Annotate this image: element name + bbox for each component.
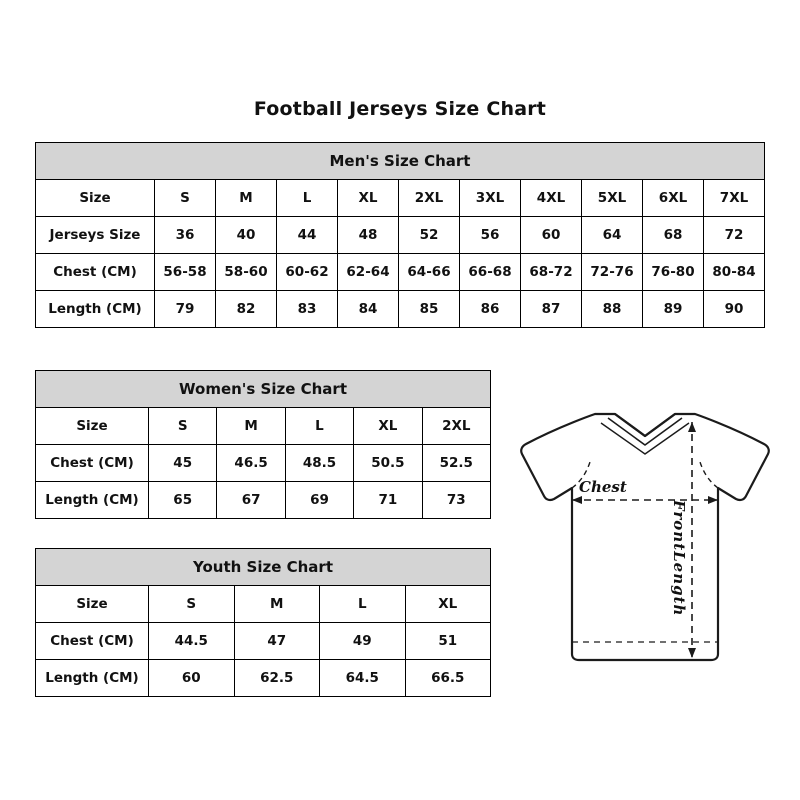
table-row [36, 254, 765, 291]
row-header: Jerseys Size [36, 217, 155, 254]
table-cell: 48.5 [285, 445, 353, 482]
column-header: L [320, 586, 406, 623]
table-cell: 48 [338, 217, 399, 254]
table-row [36, 180, 765, 217]
table-cell: 60-62 [277, 254, 338, 291]
table-cell: 65 [149, 482, 217, 519]
table-cell: 69 [285, 482, 353, 519]
table-cell: 72-76 [582, 254, 643, 291]
table-cell: 82 [216, 291, 277, 328]
table-cell: 68 [643, 217, 704, 254]
table-row [36, 291, 765, 328]
table-cell: 60 [149, 660, 235, 697]
table-cell: 60 [521, 217, 582, 254]
column-header: 3XL [460, 180, 521, 217]
table-cell: 44 [277, 217, 338, 254]
row-header: Size [36, 408, 149, 445]
table-row [36, 445, 491, 482]
column-header: 6XL [643, 180, 704, 217]
table-cell: 83 [277, 291, 338, 328]
table-cell: 72 [704, 217, 765, 254]
table-cell: 62-64 [338, 254, 399, 291]
table-row [36, 408, 491, 445]
mens-size-table [35, 142, 765, 328]
table-cell: 36 [155, 217, 216, 254]
table-cell: 84 [338, 291, 399, 328]
jersey-outline-icon [500, 392, 790, 682]
row-header: Length (CM) [36, 660, 149, 697]
table-cell: 44.5 [149, 623, 235, 660]
table-cell: 52.5 [422, 445, 490, 482]
row-header: Length (CM) [36, 482, 149, 519]
column-header: M [217, 408, 285, 445]
table-cell: 49 [320, 623, 406, 660]
table-row [36, 660, 491, 697]
table-cell: 64-66 [399, 254, 460, 291]
row-header: Chest (CM) [36, 445, 149, 482]
column-header: L [277, 180, 338, 217]
column-header: 7XL [704, 180, 765, 217]
column-header: M [234, 586, 320, 623]
table-cell: 85 [399, 291, 460, 328]
page-title: Football Jerseys Size Chart [253, 98, 547, 120]
table-cell: 66.5 [405, 660, 491, 697]
table-cell: 68-72 [521, 254, 582, 291]
youth-table-caption: Youth Size Chart [35, 548, 491, 585]
table-cell: 64.5 [320, 660, 406, 697]
table-cell: 56 [460, 217, 521, 254]
row-header: Length (CM) [36, 291, 155, 328]
womens-size-table [35, 370, 491, 519]
table-cell: 56-58 [155, 254, 216, 291]
table-cell: 79 [155, 291, 216, 328]
table-cell: 87 [521, 291, 582, 328]
row-header: Chest (CM) [36, 254, 155, 291]
table-cell: 64 [582, 217, 643, 254]
column-header: S [149, 586, 235, 623]
youth-size-chart [35, 548, 491, 697]
column-header: 2XL [422, 408, 490, 445]
column-header: S [155, 180, 216, 217]
table-cell: 47 [234, 623, 320, 660]
table-cell: 80-84 [704, 254, 765, 291]
table-cell: 71 [354, 482, 422, 519]
table-cell: 45 [149, 445, 217, 482]
row-header: Size [36, 586, 149, 623]
table-cell: 62.5 [234, 660, 320, 697]
table-cell: 58-60 [216, 254, 277, 291]
column-header: 2XL [399, 180, 460, 217]
table-cell: 40 [216, 217, 277, 254]
table-cell: 67 [217, 482, 285, 519]
womens-size-chart [35, 370, 491, 519]
column-header: S [149, 408, 217, 445]
column-header: 4XL [521, 180, 582, 217]
column-header: M [216, 180, 277, 217]
table-row [36, 217, 765, 254]
jersey-measurement-diagram [500, 392, 790, 682]
table-cell: 76-80 [643, 254, 704, 291]
table-row [36, 586, 491, 623]
table-cell: 66-68 [460, 254, 521, 291]
table-cell: 46.5 [217, 445, 285, 482]
table-cell: 52 [399, 217, 460, 254]
mens-size-chart [35, 142, 765, 328]
table-cell: 86 [460, 291, 521, 328]
mens-table-caption: Men's Size Chart [35, 142, 765, 179]
table-row [36, 623, 491, 660]
column-header: L [285, 408, 353, 445]
row-header: Size [36, 180, 155, 217]
womens-table-caption: Women's Size Chart [35, 370, 491, 407]
column-header: XL [405, 586, 491, 623]
table-cell: 73 [422, 482, 490, 519]
chest-measure-label: Chest [579, 478, 627, 496]
table-row [36, 482, 491, 519]
row-header: Chest (CM) [36, 623, 149, 660]
front-length-measure-label: FrontLength [670, 500, 688, 617]
column-header: XL [338, 180, 399, 217]
column-header: 5XL [582, 180, 643, 217]
table-cell: 90 [704, 291, 765, 328]
table-cell: 89 [643, 291, 704, 328]
column-header: XL [354, 408, 422, 445]
table-cell: 51 [405, 623, 491, 660]
table-cell: 50.5 [354, 445, 422, 482]
table-cell: 88 [582, 291, 643, 328]
youth-size-table [35, 548, 491, 697]
